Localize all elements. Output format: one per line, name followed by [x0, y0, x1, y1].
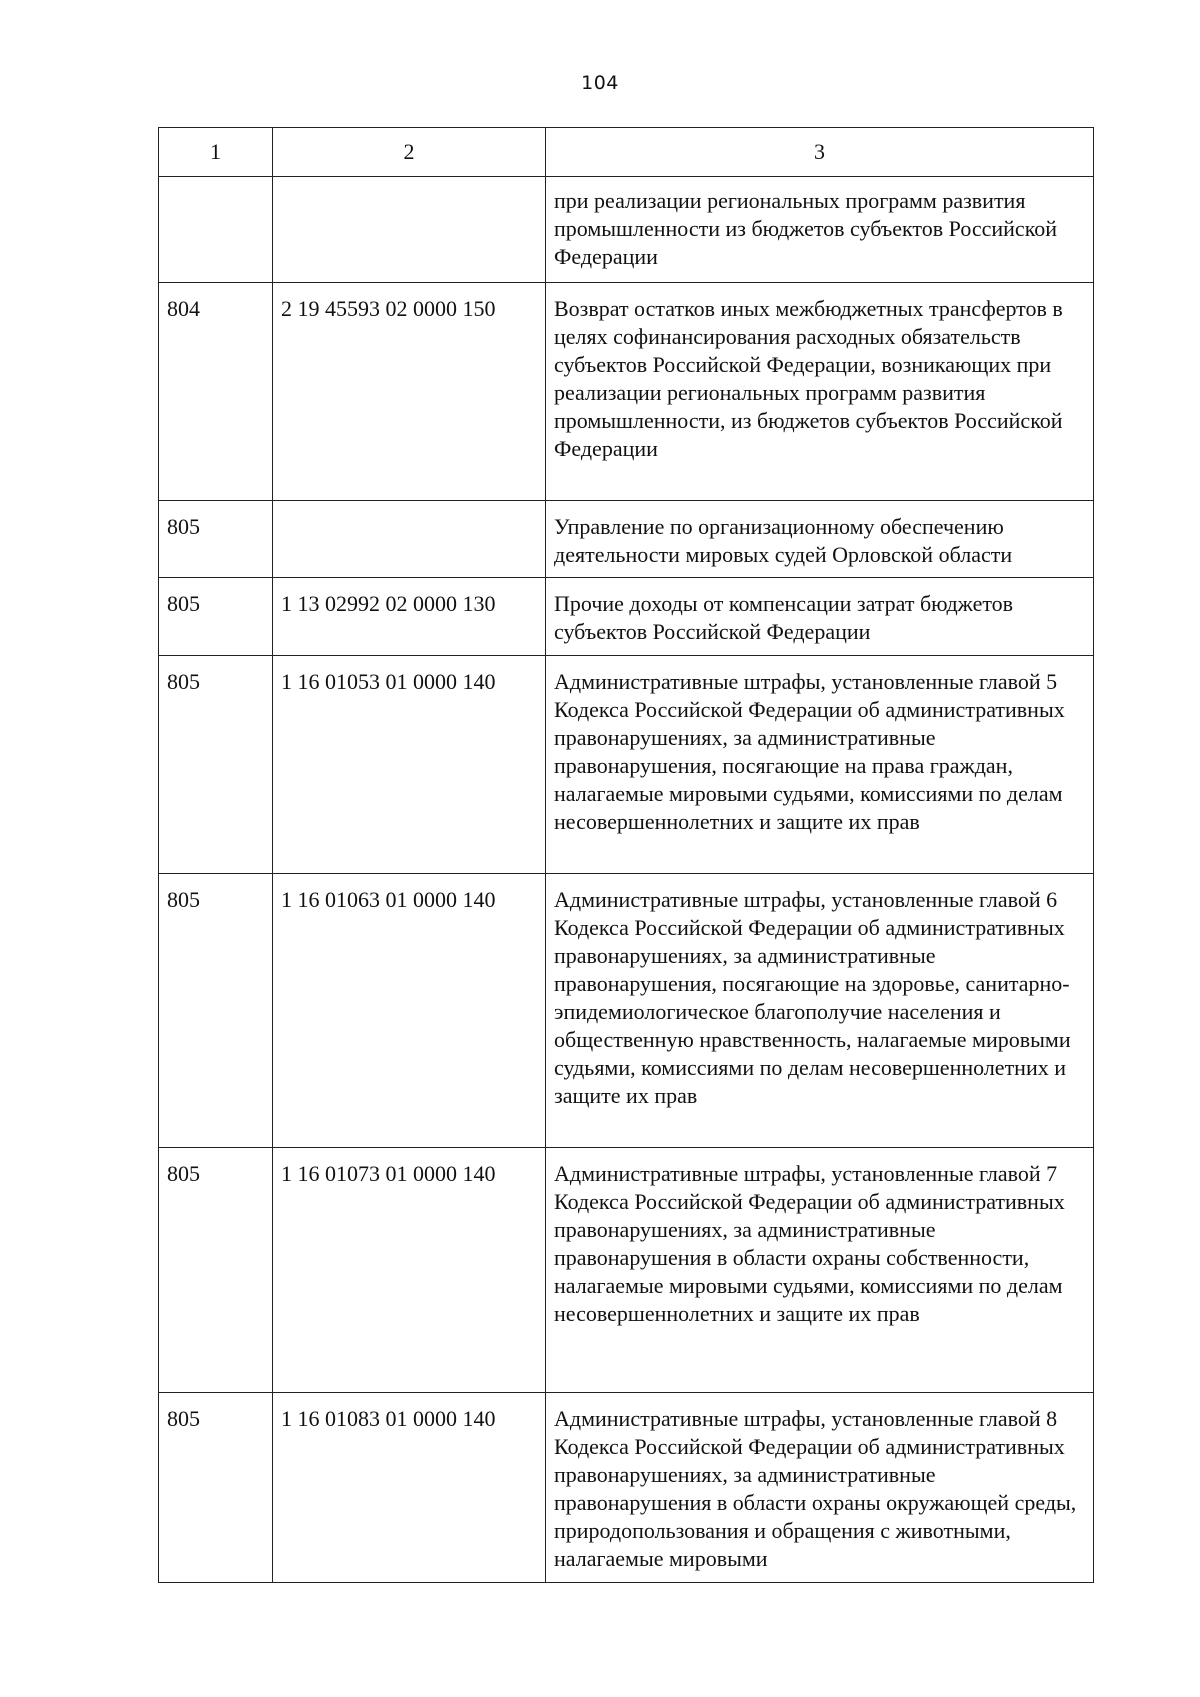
revenue-code-cell: 1 16 01083 01 0000 140 — [273, 1393, 546, 1583]
revenue-code-cell: 2 19 45593 02 0000 150 — [273, 283, 546, 501]
revenue-code-cell: 1 16 01063 01 0000 140 — [273, 874, 546, 1148]
table-row — [159, 656, 1094, 874]
description-cell: Административные штрафы, установленные главой 6 Кодекса Российской Федерации об административных правонарушениях, за административные правонарушения, посягающие на здоровье, санитарно-эпидемиологическое благополучие населения и общественную нравственность, налагаемые мировыми судьями, комиссиями по делам несовершеннолетних и защите их прав — [546, 874, 1094, 1148]
revenue-code-cell — [273, 501, 546, 578]
table-row — [159, 578, 1094, 656]
admin-code-cell: 805 — [159, 1393, 273, 1583]
admin-code-cell: 805 — [159, 501, 273, 578]
table-header-row — [159, 128, 1094, 177]
description-cell: Управление по организационному обеспечению деятельности мировых судей Орловской области — [546, 501, 1094, 578]
revenue-code-cell: 1 16 01073 01 0000 140 — [273, 1148, 546, 1393]
admin-code-cell: 805 — [159, 874, 273, 1148]
table-row — [159, 283, 1094, 501]
revenue-code-cell: 1 13 02992 02 0000 130 — [273, 578, 546, 656]
column-header-3: 3 — [546, 128, 1094, 177]
table-row — [159, 501, 1094, 578]
budget-classification-table — [158, 127, 1094, 1583]
description-cell: Административные штрафы, установленные главой 5 Кодекса Российской Федерации об административных правонарушениях, за административные правонарушения, посягающие на права граждан, налагаемые мировыми судьями, комиссиями по делам несовершеннолетних и защите их прав — [546, 656, 1094, 874]
admin-code-cell — [159, 177, 273, 283]
column-header-2: 2 — [273, 128, 546, 177]
table-row — [159, 874, 1094, 1148]
description-cell: при реализации региональных программ развития промышленности из бюджетов субъектов Российской Федерации — [546, 177, 1094, 283]
revenue-code-cell: 1 16 01053 01 0000 140 — [273, 656, 546, 874]
description-cell: Административные штрафы, установленные главой 7 Кодекса Российской Федерации об административных правонарушениях, за административные правонарушения в области охраны собственности, налагаемые мировыми судьями, комиссиями по делам несовершеннолетних и защите их прав — [546, 1148, 1094, 1393]
table-row — [159, 177, 1094, 283]
column-header-1: 1 — [159, 128, 273, 177]
description-cell: Прочие доходы от компенсации затрат бюджетов субъектов Российской Федерации — [546, 578, 1094, 656]
admin-code-cell: 805 — [159, 578, 273, 656]
revenue-code-cell — [273, 177, 546, 283]
description-cell: Административные штрафы, установленные главой 8 Кодекса Российской Федерации об административных правонарушениях, за административные правонарушения в области охраны окружающей среды, природопользования и обращения с животными, налагаемые мировыми — [546, 1393, 1094, 1583]
page-number: 104 — [581, 72, 619, 94]
table-row — [159, 1148, 1094, 1393]
admin-code-cell: 805 — [159, 656, 273, 874]
table-row — [159, 1393, 1094, 1583]
admin-code-cell: 804 — [159, 283, 273, 501]
admin-code-cell: 805 — [159, 1148, 273, 1393]
description-cell: Возврат остатков иных межбюджетных трансфертов в целях софинансирования расходных обязательств субъектов Российской Федерации, возникающих при реализации региональных программ развития промышленности, из бюджетов субъектов Российской Федерации — [546, 283, 1094, 501]
